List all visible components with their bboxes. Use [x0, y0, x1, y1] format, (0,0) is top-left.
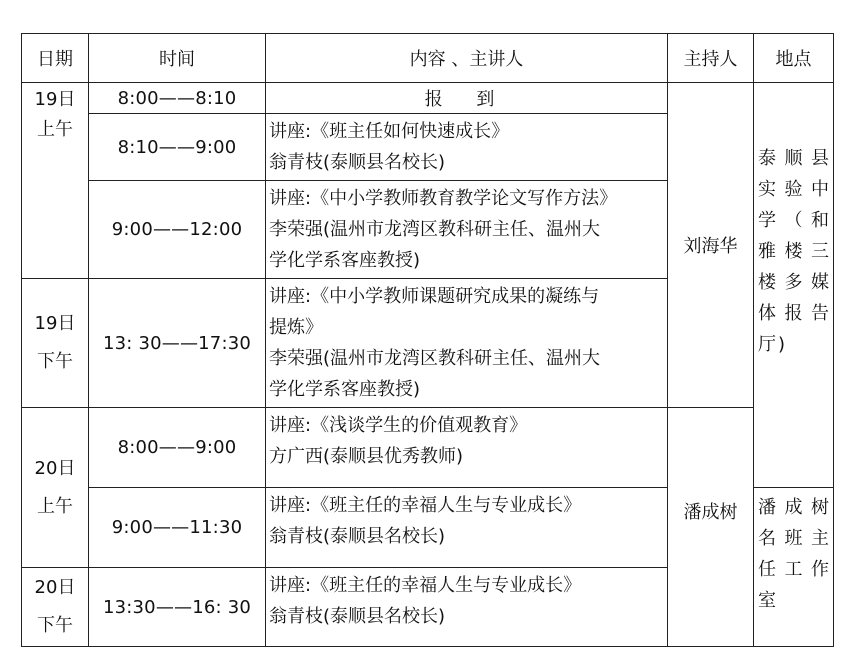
date-period: 上午 [37, 495, 73, 517]
time-cell: 8:00——8:10 [89, 83, 266, 114]
checkin-label: 报 到 [424, 89, 509, 110]
content-line: 讲座:《浅谈学生的价值观教育》 [269, 415, 528, 436]
content-line: 讲座:《中小学教师教育教学论文写作方法》 [269, 188, 618, 209]
venue-cell [754, 488, 834, 647]
date-period: 上午 [37, 119, 73, 140]
date-period: 下午 [37, 615, 73, 636]
venue-line: 潘成树 [758, 497, 831, 518]
content-line: 方广西(泰顺县优秀教师) [269, 446, 464, 467]
date-day: 20日 [34, 457, 76, 479]
venue-line: 任工作 [758, 559, 831, 580]
content-cell [266, 279, 668, 408]
content-line: 翁青枝(泰顺县名校长) [269, 152, 446, 173]
header-venue: 地点 [754, 34, 834, 83]
content-line: 讲座:《班主任的幸福人生与专业成长》 [269, 575, 582, 596]
content-line: 讲座:《中小学教师课题研究成果的凝练与 [269, 286, 600, 307]
time-cell: 8:00——9:00 [89, 408, 266, 488]
content-line: 学化学系客座教授) [269, 250, 421, 271]
venue-line: 学（和 [758, 210, 831, 231]
content-line: 李荣强(温州市龙湾区教科研主任、温州大 [269, 219, 601, 240]
date-day: 19日 [34, 89, 76, 110]
header-row [22, 34, 834, 83]
schedule-table [21, 33, 834, 647]
date-day: 19日 [34, 313, 76, 334]
host-cell: 刘海华 [668, 83, 754, 408]
venue-line: 室 [758, 590, 778, 611]
time-cell: 13: 30——17:30 [89, 279, 266, 408]
content-cell [266, 83, 668, 114]
venue-line: 泰顺县 [758, 148, 831, 169]
venue-line: 厅) [758, 334, 788, 355]
table-row [22, 408, 834, 488]
header-date: 日期 [22, 34, 89, 83]
content-cell [266, 181, 668, 279]
header-host: 主持人 [668, 34, 754, 83]
venue-cell [754, 83, 834, 488]
content-cell [266, 488, 668, 568]
venue-line: 体报告 [758, 303, 831, 324]
header-content: 内容 、主讲人 [266, 34, 668, 83]
time-cell: 8:10——9:00 [89, 114, 266, 181]
host-cell: 潘成树 [668, 408, 754, 647]
date-period: 下午 [37, 351, 73, 372]
header-time: 时间 [89, 34, 266, 83]
table-row [22, 83, 834, 114]
date-cell [22, 279, 89, 408]
content-line: 讲座:《班主任如何快速成长》 [269, 121, 510, 142]
date-cell [22, 83, 89, 279]
venue-line: 雅楼三 [758, 241, 831, 262]
content-line: 学化学系客座教授) [269, 379, 421, 400]
time-cell: 9:00——11:30 [89, 488, 266, 568]
content-line: 提炼》 [269, 317, 323, 338]
venue-line: 名班主 [758, 528, 831, 549]
content-line: 翁青枝(泰顺县名校长) [269, 526, 446, 547]
date-cell [22, 408, 89, 568]
content-line: 讲座:《班主任的幸福人生与专业成长》 [269, 495, 582, 516]
content-cell [266, 408, 668, 488]
content-line: 翁青枝(泰顺县名校长) [269, 606, 446, 627]
venue-line: 实验中 [758, 179, 831, 200]
venue-line: 楼多媒 [758, 272, 831, 293]
date-day: 20日 [34, 577, 76, 598]
content-line: 李荣强(温州市龙湾区教科研主任、温州大 [269, 348, 601, 369]
content-cell [266, 568, 668, 647]
time-cell: 13:30——16: 30 [89, 568, 266, 647]
content-cell [266, 114, 668, 181]
time-cell: 9:00——12:00 [89, 181, 266, 279]
date-cell [22, 568, 89, 647]
